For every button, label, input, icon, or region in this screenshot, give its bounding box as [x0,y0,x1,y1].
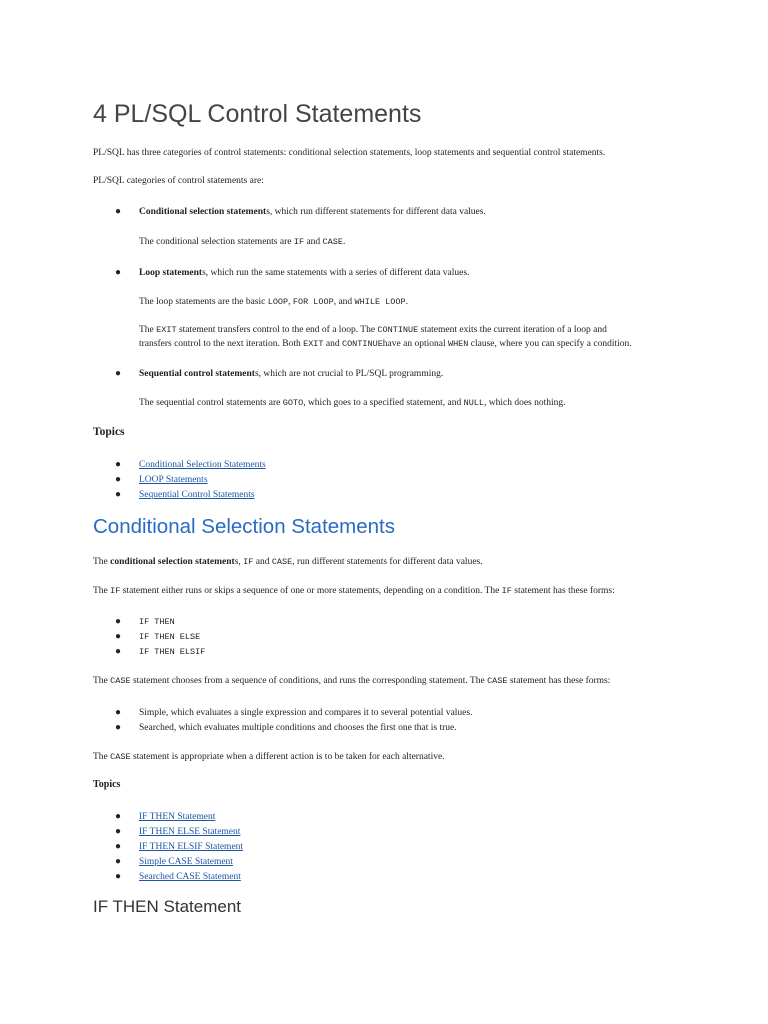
section-paragraph-4: The CASE statement is appropriate when a different action is to be taken for each alternative. [93,752,445,762]
exit-note-line2: transfers control to the next iteration. Both EXIT and CONTINUEhave an optional WHEN clause, where you can specify a condition. [139,339,632,349]
if-form-item: IF THEN ELSIF [139,647,206,657]
case-form-item: Simple, which evaluates a single expression and compares it to several potential values. [139,708,473,718]
list-item-conditional: Conditional selection statements, which run different statements for different data values. [139,207,486,217]
subsection-heading: IF THEN Statement [93,897,242,916]
section-paragraph-2: The IF statement either runs or skips a sequence of one or more statements, depending on a condition. The IF statement has these forms: [93,586,615,596]
topic-link-conditional-selection[interactable]: Conditional Selection Statements [139,460,266,470]
section-heading: Conditional Selection Statements [93,515,395,538]
bullet-icon: ● [115,489,122,500]
topic-link-if-then-elsif[interactable]: IF THEN ELSIF Statement [139,842,244,852]
list-item-sequential: Sequential control statements, which are not crucial to PL/SQL programming. [139,369,444,379]
topic-link-loop[interactable]: LOOP Statements [139,475,208,485]
bullet-icon: ● [115,459,122,470]
page-title: 4 PL/SQL Control Statements [93,100,422,128]
section-paragraph-1: The conditional selection statements, IF and CASE, run different statements for different data values. [93,557,483,567]
intro-paragraph: PL/SQL has three categories of control statements: conditional selection statements, loop statements and sequential control statements. [93,148,606,158]
if-form-item: IF THEN ELSE [139,632,201,642]
topic-link-sequential-control[interactable]: Sequential Control Statements [139,490,255,500]
bullet-icon: ● [115,707,122,718]
list-item-loop: Loop statements, which run the same statements with a series of different data values. [139,268,470,278]
loop-detail: The loop statements are the basic LOOP, FOR LOOP, and WHILE LOOP. [139,297,408,307]
case-form-item: Searched, which evaluates multiple conditions and chooses the first one that is true. [139,723,457,733]
topic-link-if-then-else[interactable]: IF THEN ELSE Statement [139,827,241,837]
bullet-icon: ● [115,206,122,217]
topic-link-if-then[interactable]: IF THEN Statement [139,812,216,822]
categories-label: PL/SQL categories of control statements are: [93,176,264,186]
section-topics-heading: Topics [93,779,121,790]
bullet-icon: ● [115,368,122,379]
bullet-icon: ● [115,267,122,278]
topic-link-simple-case[interactable]: Simple CASE Statement [139,857,233,867]
bullet-icon: ● [115,646,122,657]
bullet-icon: ● [115,631,122,642]
section-paragraph-3: The CASE statement chooses from a sequence of conditions, and runs the corresponding statement. The CASE statement has these forms: [93,676,611,686]
if-form-item: IF THEN [139,617,175,627]
bullet-icon: ● [115,826,122,837]
conditional-detail: The conditional selection statements are IF and CASE. [139,237,346,247]
exit-note-line1: The EXIT statement transfers control to the end of a loop. The CONTINUE statement exits the current iteration of a loop and [139,325,607,335]
bullet-icon: ● [115,811,122,822]
topic-link-searched-case[interactable]: Searched CASE Statement [139,872,241,882]
bullet-icon: ● [115,841,122,852]
bullet-icon: ● [115,856,122,867]
bullet-icon: ● [115,474,122,485]
sequential-detail: The sequential control statements are GOTO, which goes to a specified statement, and NULL, which does nothing. [139,398,566,408]
bullet-icon: ● [115,722,122,733]
bullet-icon: ● [115,616,122,627]
topics-heading: Topics [93,426,125,438]
bullet-icon: ● [115,871,122,882]
